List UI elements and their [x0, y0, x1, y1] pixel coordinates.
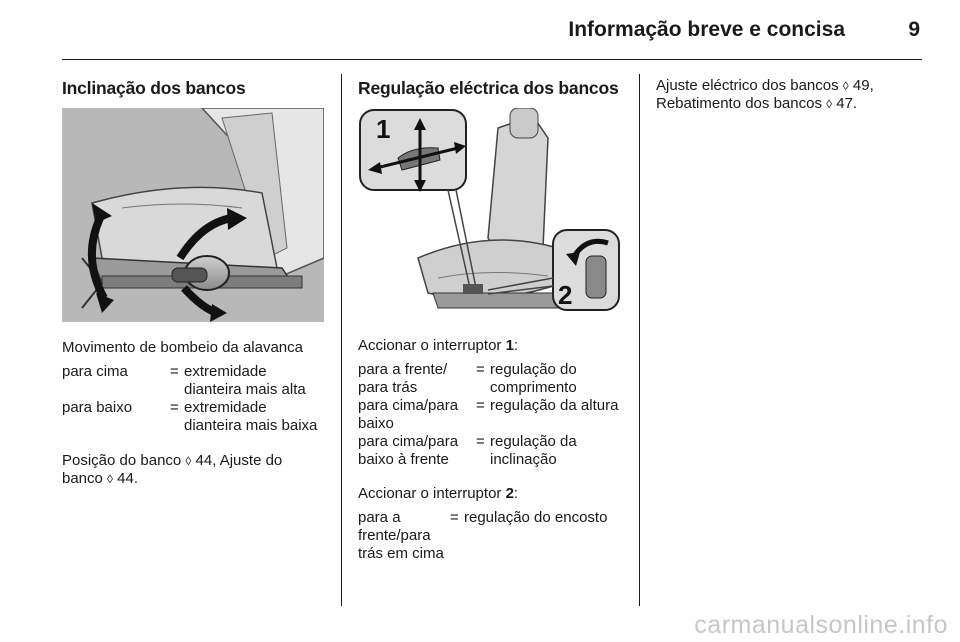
ref-link-fold-seats[interactable]: 47.	[832, 95, 858, 112]
page-number: 9	[908, 18, 920, 41]
ref-link-seat-adjustment[interactable]: 44.	[112, 470, 139, 487]
ref-text: banco	[62, 470, 108, 487]
switch-2-text: Accionar o interruptor	[358, 485, 506, 502]
table-definition: regulação do encosto	[464, 509, 608, 526]
table-term: para cima/para baixo à frente	[358, 433, 459, 468]
watermark: carmanualsonline.info	[694, 611, 948, 639]
figure-label-2: 2	[558, 280, 573, 310]
switch-1-text: Accionar o interruptor	[358, 337, 506, 354]
reference-list	[656, 77, 920, 113]
ref-text: Posição do banco	[62, 452, 186, 469]
table-term: para a frente/ para trás	[358, 361, 448, 396]
table-definition: regulação da inclinação	[490, 433, 577, 468]
ref-link-seat-position[interactable]: 44, Ajuste do	[191, 452, 283, 469]
ref-link-electric-adjust[interactable]: 49,	[848, 77, 874, 94]
switch-1-intro	[358, 337, 628, 355]
page-header-title: Informação breve e concisa	[568, 18, 845, 41]
table-equals: =	[170, 399, 179, 416]
switch-2-intro	[358, 485, 628, 503]
table-term: para cima/para baixo	[358, 397, 459, 432]
column-references	[656, 77, 920, 113]
seat-tilt-caption: Movimento de bombeio da alavanca	[62, 339, 303, 356]
table-row	[358, 509, 628, 563]
ref-text: Rebatimento dos bancos	[656, 95, 827, 112]
switch-2-table	[358, 509, 628, 563]
table-definition: regulação da altura	[490, 397, 619, 414]
table-row	[358, 397, 628, 433]
electric-seat-illustration	[358, 108, 620, 322]
seat-tilt-references	[62, 452, 328, 488]
table-term: para cima	[62, 363, 128, 380]
switch-1-table	[358, 361, 628, 469]
switch-1-colon: :	[513, 337, 519, 354]
column-divider-2	[639, 74, 640, 606]
table-row	[358, 361, 628, 397]
table-definition: extremidade dianteira mais alta	[184, 363, 306, 398]
header-divider	[62, 59, 922, 60]
page-ref-icon: ◊	[842, 79, 849, 93]
table-equals: =	[476, 361, 485, 378]
seat-tilt-illustration	[62, 108, 324, 322]
table-equals: =	[170, 363, 179, 380]
column-electric-seat	[358, 72, 628, 563]
table-row	[358, 433, 628, 469]
table-equals: =	[476, 433, 485, 450]
page-ref-icon: ◊	[185, 454, 192, 468]
table-row	[62, 363, 328, 399]
table-row	[62, 399, 328, 435]
switch-2-number: 2	[505, 485, 514, 502]
table-equals: =	[450, 509, 459, 526]
table-term: para baixo	[62, 399, 133, 416]
column-seat-tilt	[62, 72, 328, 488]
table-equals: =	[476, 397, 485, 414]
page-ref-icon: ◊	[107, 472, 113, 486]
seat-tilt-table	[62, 363, 328, 435]
switch-2-colon: :	[513, 485, 519, 502]
column-divider-1	[341, 74, 342, 606]
table-definition: extremidade dianteira mais baixa	[184, 399, 318, 434]
switch-1-number: 1	[505, 337, 514, 354]
section-heading-seat-tilt: Inclinação dos bancos	[62, 78, 246, 98]
section-heading-electric-seat: Regulação eléctrica dos bancos	[358, 78, 619, 98]
table-term: para a frente/para trás em cima	[358, 509, 444, 562]
table-definition: regulação do comprimento	[490, 361, 577, 396]
page-ref-icon: ◊	[826, 97, 833, 111]
ref-text: Ajuste eléctrico dos bancos	[656, 77, 843, 94]
figure-label-1: 1	[376, 114, 391, 144]
